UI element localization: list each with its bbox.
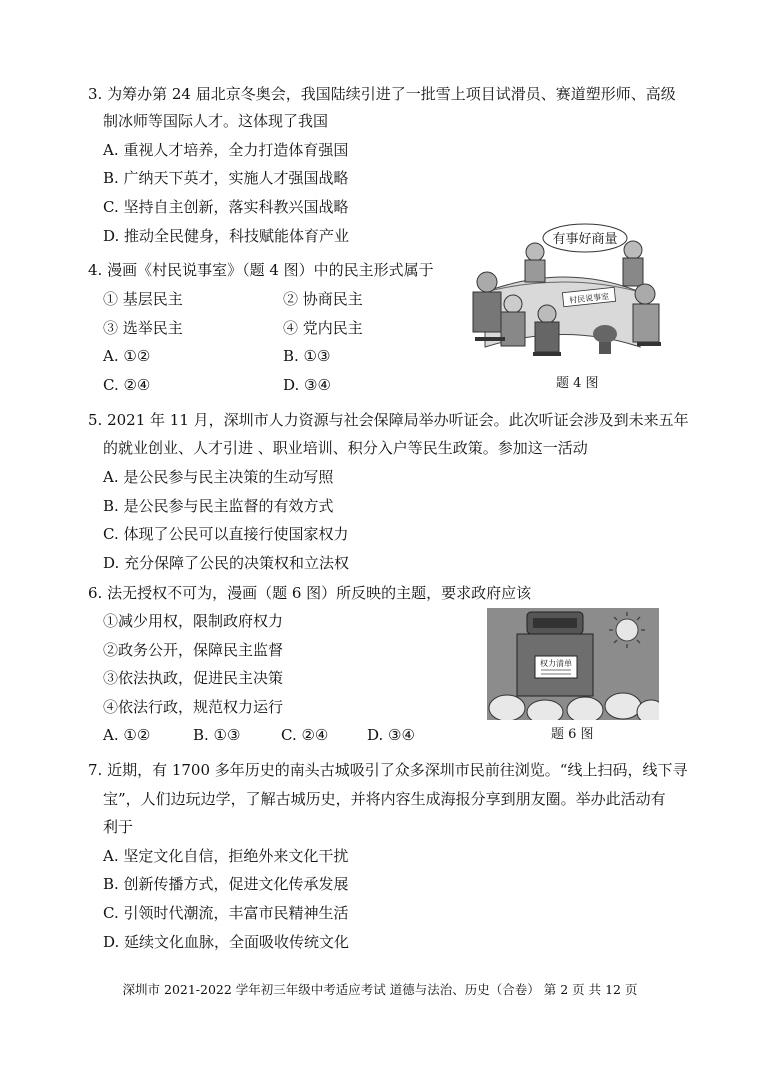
q4-option-a: A. ①② xyxy=(103,347,151,365)
q3-stem-line2: 制冰师等国际人才。这体现了我国 xyxy=(103,112,329,130)
q5-option-d: D. 充分保障了公民的决策权和立法权 xyxy=(103,554,350,572)
q7-option-c: C. 引领时代潮流，丰富市民精神生活 xyxy=(103,904,349,922)
q3-option-c: C. 坚持自主创新，落实科教兴国战略 xyxy=(103,198,349,216)
q4-item-1: ① 基层民主 xyxy=(103,290,183,308)
q5-option-a: A. 是公民参与民主决策的生动写照 xyxy=(103,468,334,486)
q4-item-2: ② 协商民主 xyxy=(283,290,363,308)
q6-item-1: ①减少用权，限制政府权力 xyxy=(103,612,284,630)
q3-option-a: A. 重视人才培养，全力打造体育强国 xyxy=(103,141,349,159)
q7-option-b: B. 创新传播方式，促进文化传承发展 xyxy=(103,875,349,893)
q4-option-c: C. ②④ xyxy=(103,376,151,394)
figure-4-sign-text: 村民说事室 xyxy=(568,291,610,306)
q5-stem-line1: 5. 2021 年 11 月，深圳市人力资源与社会保障局举办听证会。此次听证会涉及到未来五年 xyxy=(88,411,689,429)
q5-option-b: B. 是公民参与民主监督的有效方式 xyxy=(103,497,334,515)
q4-item-3: ③ 选举民主 xyxy=(103,319,183,337)
q7-stem-line2: 宝”，人们边玩边学，了解古城历史，并将内容生成海报分享到朋友圈。举办此活动有 xyxy=(103,790,666,808)
figure-6-caption: 题 6 图 xyxy=(551,727,594,742)
figure-6-illustration xyxy=(487,608,659,720)
q7-option-d: D. 延续文化血脉，全面吸收传统文化 xyxy=(103,933,350,951)
figure-4-cartoon xyxy=(465,222,665,370)
q3-option-d: D. 推动全民健身，科技赋能体育产业 xyxy=(103,227,350,245)
q4-stem: 4. 漫画《村民说事室》（题 4 图）中的民主形式属于 xyxy=(88,261,434,279)
page-footer: 深圳市 2021-2022 学年初三年级中考适应考试 道德与法治、历史（合卷） 第 2 页 共 12 页 xyxy=(122,982,638,997)
figure-4-bubble-text: 有事好商量 xyxy=(552,232,618,247)
q6-item-3: ③依法执政，促进民主决策 xyxy=(103,669,284,687)
q6-option-b: B. ①③ xyxy=(193,726,241,744)
q7-stem-line3: 利于 xyxy=(103,818,134,836)
q6-option-c: C. ②④ xyxy=(281,726,329,744)
q6-option-d: D. ③④ xyxy=(367,726,415,744)
q5-option-c: C. 体现了公民可以直接行使国家权力 xyxy=(103,525,349,543)
q4-item-4: ④ 党内民主 xyxy=(283,319,363,337)
q3-stem-line1: 3. 为筹办第 24 届北京冬奥会，我国陆续引进了一批雪上项目试滑员、赛道塑形师、高级 xyxy=(88,85,676,103)
q6-option-a: A. ①② xyxy=(103,726,151,744)
q6-item-4: ④依法行政，规范权力运行 xyxy=(103,698,284,716)
q4-option-b: B. ①③ xyxy=(283,347,331,365)
figure-6-sign-text: 权力清单 xyxy=(540,659,572,668)
figure-6-cartoon xyxy=(487,608,659,720)
figure-4-caption: 题 4 图 xyxy=(556,376,599,391)
q6-item-2: ②政务公开，保障民主监督 xyxy=(103,641,284,659)
q4-option-d: D. ③④ xyxy=(283,376,331,394)
q3-option-b: B. 广纳天下英才，实施人才强国战略 xyxy=(103,169,349,187)
figure-4-illustration xyxy=(465,222,665,370)
q7-stem-line1: 7. 近期，有 1700 多年历史的南头古城吸引了众多深圳市民前往浏览。“线上扫码，线下寻 xyxy=(88,761,688,779)
q7-option-a: A. 坚定文化自信，拒绝外来文化干扰 xyxy=(103,847,349,865)
q6-stem: 6. 法无授权不可为，漫画（题 6 图）所反映的主题，要求政府应该 xyxy=(88,584,532,602)
q5-stem-line2: 的就业创业、人才引进 、职业培训、积分入户等民生政策。参加这一活动 xyxy=(103,439,588,457)
